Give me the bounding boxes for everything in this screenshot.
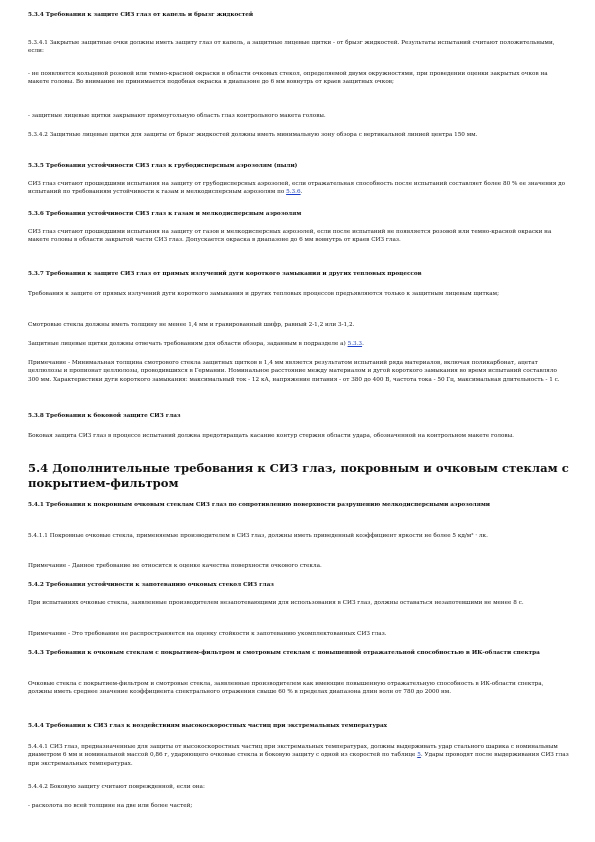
section-reference-link[interactable]: 5.3.6	[286, 189, 301, 196]
paragraph-text: Требования к защите от прямых излучений дуги короткого замыкания и других тепловых процессов предъявляются только к защитным лицевым щиткам;	[28, 291, 499, 297]
paragraph	[28, 290, 569, 298]
paragraph-text-tail: .	[362, 341, 364, 347]
section-reference-link[interactable]: 5.3.3	[347, 341, 363, 347]
paragraph	[28, 70, 569, 87]
paragraph-text: СИЗ глаз считают прошедшими испытания на защиту от газов и мелкодисперсных аэрозолей, если после испытаний не появляется розовой или темно-красной окраски на макете головы в области закрытой части СИЗ глаз. Допускается окраска в диапазоне до 6 мм вовнутрь от краев СИЗ глаз.	[28, 229, 552, 244]
paragraph	[28, 321, 569, 329]
heading-text: 5.4.4 Требования к СИЗ глаз к воздействиям высокоскоростных частиц при экстремальных температурах	[28, 723, 388, 729]
paragraph	[28, 630, 569, 638]
paragraph	[28, 228, 569, 245]
heading-text: 5.3.5 Требования устойчивости СИЗ глаз к грубодисперсным аэрозолям (пыли)	[28, 163, 298, 169]
section-heading	[28, 11, 569, 19]
paragraph	[28, 562, 569, 570]
paragraph-text: Смотровые стекла должны иметь толщину не менее 1,4 мм и гравированный шифр, равный 2-1,2 или 3-1,2.	[28, 322, 355, 328]
paragraph	[28, 131, 569, 139]
paragraph	[28, 783, 569, 791]
paragraph	[28, 180, 569, 197]
paragraph-text: 5.4.1.1 Покровные очковые стекла, применяемые производителем в СИЗ глаз, должны иметь приведенный коэффициент яркости не более 5 кд/м² · лк.	[28, 533, 488, 539]
paragraph-text: 5.4.4.1 СИЗ глаз, предназначенные для защиты от высокоскоростных частиц при экстремальных температурах, должны выдерживать удар стального шарика с номинальным диаметром 6 мм и номинальной массой 0,86 г, ударяющего очковые стекла и боковую защиту с одной из скоростей по таблице	[28, 744, 558, 759]
paragraph-text: Примечание - Минимальная толщина смотрового стекла защитных щитков в 1,4 мм является результатом испытаний ряда материалов, включая поликарбонат, ацетат целлюлозы и пропионат целлюлозы, проводившихся в Германии. Номинальное расстояние между материалом и дугой короткого замыкания во время испытаний составляло 300 мм. Характеристики дуги короткого замыкания: максимальный ток - 12 кА, напряжение питания - от 380 до 400 В, частота тока - 50 Гц, максимальная длительность - 1 с.	[28, 360, 560, 383]
heading-text: 5.3.4 Требования к защите СИЗ глаз от капель и брызг жидкостей	[28, 12, 254, 18]
section-heading	[28, 210, 569, 218]
paragraph-text: Боковая защита СИЗ глаз в процессе испытаний должна предотвращать касание контур стержня области удара, обозначенной на контрольном макете головы.	[28, 433, 514, 439]
paragraph	[28, 599, 569, 607]
paragraph	[28, 802, 569, 810]
heading-text: 5.4 Дополнительные требования к СИЗ глаз, покровным и очковым стеклам с покрытием-фильтром	[28, 461, 569, 490]
paragraph-text: 5.4.4.2 Боковую защиту считают поврежденной, если она:	[28, 784, 205, 790]
paragraph	[28, 112, 569, 120]
section-heading	[28, 722, 569, 730]
paragraph-text: 5.3.4.2 Защитные лицевые щитки для защиты от брызг жидкостей должны иметь минимальную зону обзора с вертикальной линией центра 150 мм.	[28, 132, 478, 138]
paragraph-text-tail: .	[300, 189, 303, 196]
section-heading	[28, 412, 569, 420]
paragraph-text: - не появляется кольцевой розовой или темно-красной окраски в области очковых стекол, определяемой двумя окружностями, при проведении оценки закрытых очков на макете головы. Во внимание не принимается подобная окраска в диапазоне до 6 мм вовнутрь от краев защитных очков;	[28, 71, 548, 86]
paragraph	[28, 680, 569, 697]
paragraph-text: СИЗ глаз считают прошедшими испытания на защиту от грубодисперсных аэрозолей, если отражательная способность после испытаний составляет более 80 % ее значения до испытаний по требованиям устойчивости к газам и мелкодисперсным аэрозолям по	[28, 181, 566, 196]
section-heading	[28, 501, 569, 509]
section-heading	[28, 649, 569, 657]
heading-text: 5.4.2 Требования устойчивости к запотеванию очковых стекол СИЗ глаз	[28, 582, 274, 588]
paragraph	[28, 359, 569, 384]
paragraph	[28, 743, 569, 768]
paragraph-text: Примечание - Это требование не распространяется на оценку стойкости к запотеванию укомплектованных СИЗ глаз.	[28, 631, 387, 637]
section-reference-link[interactable]: 5	[417, 752, 421, 759]
paragraph-text-tail: . Удары проводят после выдерживания СИЗ глаз при экстремальных температурах.	[28, 752, 569, 767]
paragraph-text: Примечание - Данное требование не относится к оценке качества поверхности очкового стекла.	[28, 563, 322, 569]
heading-text: 5.3.8 Требования к боковой защите СИЗ глаз	[28, 413, 181, 419]
paragraph-text: При испытаниях очковые стекла, заявленные производителем незапотевающими для использования в СИЗ глаз, должны оставаться незапотевшими не менее 8 с.	[28, 600, 524, 606]
section-heading	[28, 270, 569, 278]
section-heading	[28, 581, 569, 589]
heading-text: 5.3.7 Требования к защите СИЗ глаз от прямых излучений дуги короткого замыкания и других тепловых процессов	[28, 271, 422, 277]
heading-text: 5.4.3 Требования к очковым стеклам с покрытием-фильтром и смотровым стеклам с повышенной отражательной способностью в ИК-области спектра	[28, 650, 540, 656]
heading-text: 5.3.6 Требования устойчивости СИЗ глаз к газам и мелкодисперсным аэрозолям	[28, 211, 302, 217]
paragraph	[28, 432, 569, 440]
chapter-heading	[28, 461, 569, 491]
paragraph	[28, 340, 569, 348]
paragraph-text: 5.3.4.1 Закрытые защитные очки должны иметь защиту глаз от капель, а защитные лицевые щитки - от брызг жидкостей. Результаты испытаний считают положительными, если:	[28, 40, 555, 55]
paragraph-text: - защитные лицевые щитки закрывают прямоугольную область глаз контрольного макета головы.	[28, 113, 326, 119]
paragraph	[28, 532, 569, 540]
section-heading	[28, 162, 569, 170]
paragraph	[28, 39, 569, 56]
paragraph-text: Защитные лицевые щитки должны отвечать требованиям для области обзора, заданным в подразделе а)	[28, 341, 348, 347]
paragraph-text: - расколота по всей толщине на две или более частей;	[28, 803, 193, 809]
heading-text: 5.4.1 Требования к покровным очковым стеклам СИЗ глаз по сопротивлению поверхности разрушению мелкодисперсными аэрозолями	[28, 502, 491, 508]
paragraph-text: Очковые стекла с покрытием-фильтром и смотровые стекла, заявленные производителем как имеющие повышенную отражательную способность в ИК-области спектра, должны иметь среднее значение коэффициента спектрального отражения свыше 60 % в пределах диапазона длин волн от 780 до 2000 нм.	[28, 681, 544, 696]
